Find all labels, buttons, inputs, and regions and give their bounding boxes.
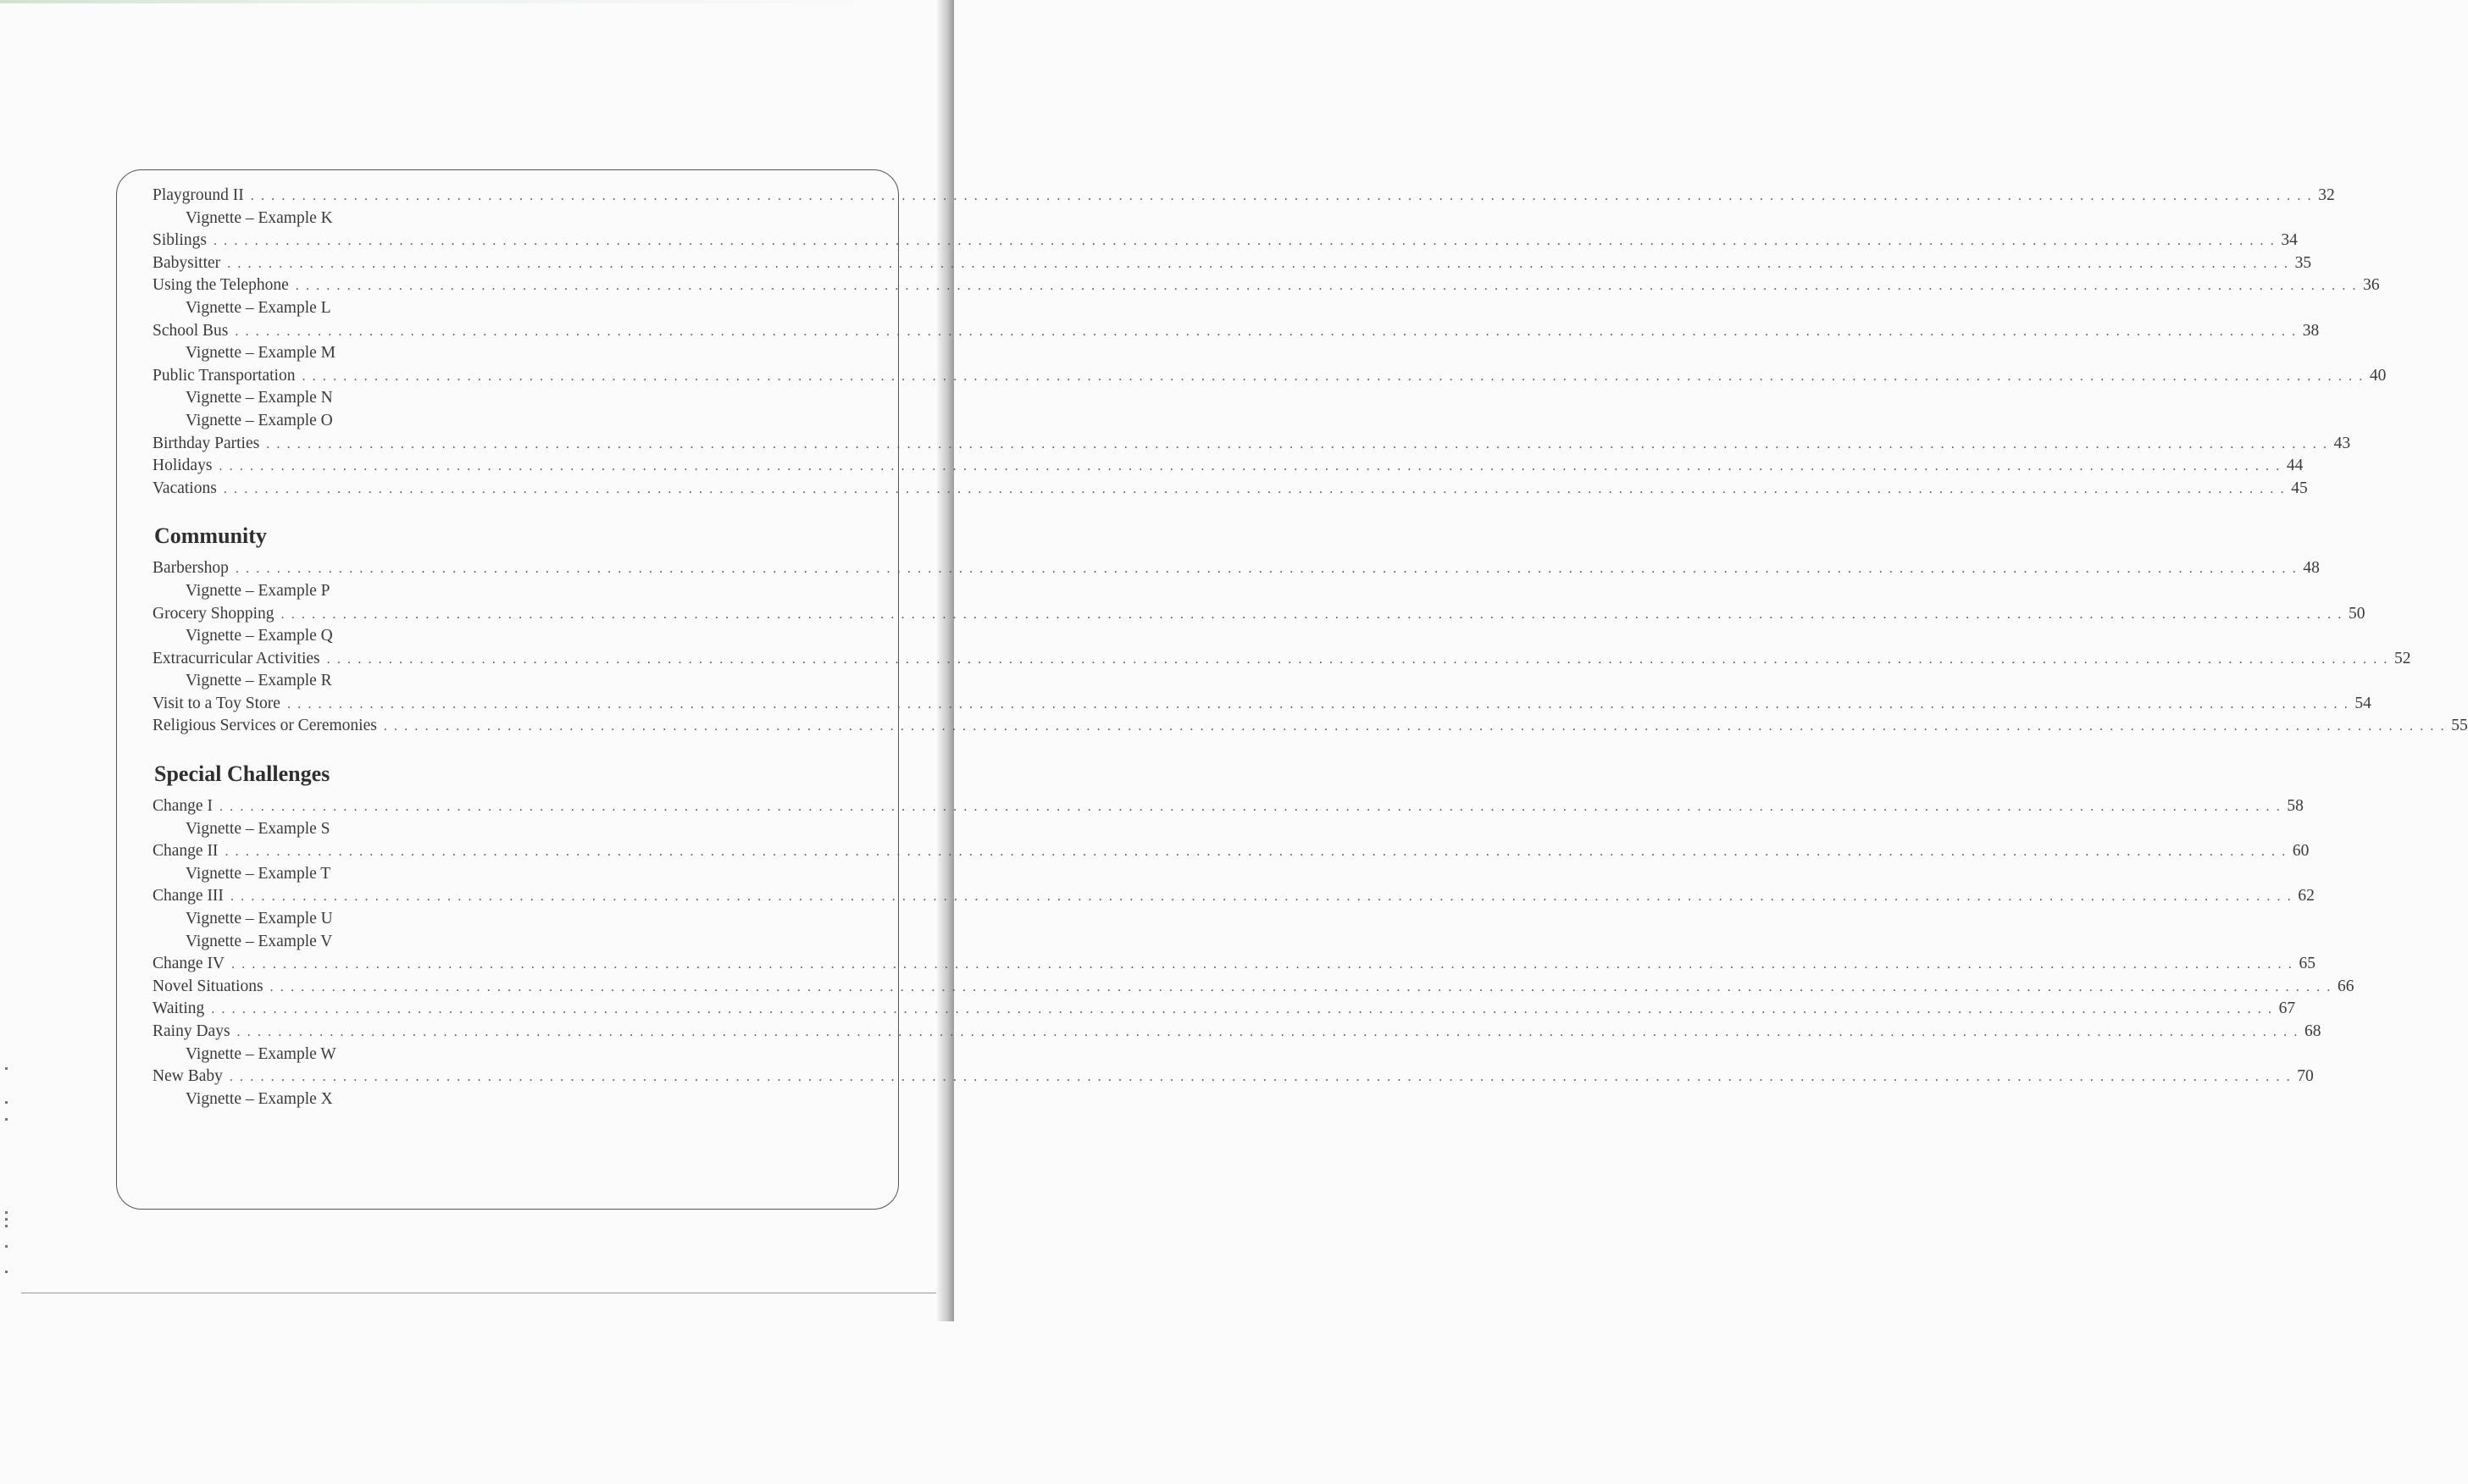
binding-edge-marks <box>5 1067 10 1304</box>
page-number: 44 <box>2286 457 2304 475</box>
section-heading: Special Challenges <box>154 761 330 787</box>
toc-entry <box>153 603 2365 626</box>
entry-title: Playground II <box>153 186 244 204</box>
page-number: 38 <box>2302 321 2320 340</box>
dot-leader: . . . . . . . . . . . . . . . . . . . . . . . . . . . . . . . . . . . . . . . . . . . . . . . . . . . . . . . . . . . . . . . . . . . . . . . . . . . . . . . . . . . . . . . . . . . . . . . . . . . . . . . . . . . . . . . . . . . . . . . . . . . . . . . . . . . . . . . . . . . . . . . . . . . . . . . . . . . . . . . . . . . . . . . . . . . . . . . . . . . . . . . . . . . . . . . . . . . . . . . . <box>235 324 2298 339</box>
toc-entry <box>153 998 2296 1021</box>
scan-top-edge <box>0 0 954 3</box>
page-number: 66 <box>2337 977 2354 995</box>
toc-entry <box>153 320 2320 343</box>
toc-entry <box>153 1021 2321 1044</box>
entry-title: Vacations <box>153 479 217 497</box>
toc-entry <box>153 455 2304 478</box>
dot-leader: . . . . . . . . . . . . . . . . . . . . . . . . . . . . . . . . . . . . . . . . . . . . . . . . . . . . . . . . . . . . . . . . . . . . . . . . . . . . . . . . . . . . . . . . . . . . . . . . . . . . . . . . . . . . . . . . . . . . . . . . . . . . . . . . . . . . . . . . . . . . . . . . . . . . . . . . . . . . . . . . . . . . . . . . . . . . . . . . . . . . . . . . . . . . . . . . . . . . . . . . <box>230 889 2293 905</box>
dot-leader: . . . . . . . . . . . . . . . . . . . . . . . . . . . . . . . . . . . . . . . . . . . . . . . . . . . . . . . . . . . . . . . . . . . . . . . . . . . . . . . . . . . . . . . . . . . . . . . . . . . . . . . . . . . . . . . . . . . . . . . . . . . . . . . . . . . . . . . . . . . . . . . . . . . . . . . . . . . . . . . . . . . . . . . . . . . . . . . . . . . . . . . . . . . . . . . . . . . . . . . . <box>266 436 2329 451</box>
vignette-entry: Vignette – Example Q <box>186 627 333 645</box>
page-number: 50 <box>2348 604 2365 623</box>
entry-title: Visit to a Toy Store <box>153 694 280 712</box>
page-number: 32 <box>2318 186 2335 204</box>
entry-title: Babysitter <box>153 253 221 272</box>
dot-leader: . . . . . . . . . . . . . . . . . . . . . . . . . . . . . . . . . . . . . . . . . . . . . . . . . . . . . . . . . . . . . . . . . . . . . . . . . . . . . . . . . . . . . . . . . . . . . . . . . . . . . . . . . . . . . . . . . . . . . . . . . . . . . . . . . . . . . . . . . . . . . . . . . . . . . . . . . . . . . . . . . . . . . . . . . . . . . . . . . . . . . . . . . . . . . . . . . . . . . . . . <box>219 459 2282 474</box>
dot-leader: . . . . . . . . . . . . . . . . . . . . . . . . . . . . . . . . . . . . . . . . . . . . . . . . . . . . . . . . . . . . . . . . . . . . . . . . . . . . . . . . . . . . . . . . . . . . . . . . . . . . . . . . . . . . . . . . . . . . . . . . . . . . . . . . . . . . . . . . . . . . . . . . . . . . . . . . . . . . . . . . . . . . . . . . . . . . . . . . . . . . . . . . . . . . . . . . . . . . . . . . <box>286 696 2349 712</box>
entry-title: Change II <box>153 842 219 861</box>
page-number: 36 <box>2363 276 2380 295</box>
toc-entry <box>153 433 2351 456</box>
toc-entry <box>153 976 2354 999</box>
page-number: 35 <box>2294 253 2312 272</box>
vignette-entry: Vignette – Example L <box>186 298 331 317</box>
entry-title: Religious Services or Ceremonies <box>153 717 377 735</box>
toc-entry <box>153 953 2315 976</box>
vignette-entry: Vignette – Example W <box>186 1044 336 1063</box>
dot-leader: . . . . . . . . . . . . . . . . . . . . . . . . . . . . . . . . . . . . . . . . . . . . . . . . . . . . . . . . . . . . . . . . . . . . . . . . . . . . . . . . . . . . . . . . . . . . . . . . . . . . . . . . . . . . . . . . . . . . . . . . . . . . . . . . . . . . . . . . . . . . . . . . . . . . . . . . . . . . . . . . . . . . . . . . . . . . . . . . . . . . . . . . . . . . . . . . . . . . . . . . <box>383 719 2446 734</box>
dot-leader: . . . . . . . . . . . . . . . . . . . . . . . . . . . . . . . . . . . . . . . . . . . . . . . . . . . . . . . . . . . . . . . . . . . . . . . . . . . . . . . . . . . . . . . . . . . . . . . . . . . . . . . . . . . . . . . . . . . . . . . . . . . . . . . . . . . . . . . . . . . . . . . . . . . . . . . . . . . . . . . . . . . . . . . . . . . . . . . . . . . . . . . . . . . . . . . . . . . . . . . . <box>231 957 2293 972</box>
entry-title: Using the Telephone <box>153 276 289 295</box>
page-number: 65 <box>2299 955 2315 973</box>
dot-leader: . . . . . . . . . . . . . . . . . . . . . . . . . . . . . . . . . . . . . . . . . . . . . . . . . . . . . . . . . . . . . . . . . . . . . . . . . . . . . . . . . . . . . . . . . . . . . . . . . . . . . . . . . . . . . . . . . . . . . . . . . . . . . . . . . . . . . . . . . . . . . . . . . . . . . . . . . . . . . . . . . . . . . . . . . . . . . . . . . . . . . . . . . . . . . . . . . . . . . . . . <box>326 651 2389 667</box>
dot-leader: . . . . . . . . . . . . . . . . . . . . . . . . . . . . . . . . . . . . . . . . . . . . . . . . . . . . . . . . . . . . . . . . . . . . . . . . . . . . . . . . . . . . . . . . . . . . . . . . . . . . . . . . . . . . . . . . . . . . . . . . . . . . . . . . . . . . . . . . . . . . . . . . . . . . . . . . . . . . . . . . . . . . . . . . . . . . . . . . . . . . . . . . . . . . . . . . . . . . . . . . <box>236 1025 2299 1039</box>
dot-leader: . . . . . . . . . . . . . . . . . . . . . . . . . . . . . . . . . . . . . . . . . . . . . . . . . . . . . . . . . . . . . . . . . . . . . . . . . . . . . . . . . . . . . . . . . . . . . . . . . . . . . . . . . . . . . . . . . . . . . . . . . . . . . . . . . . . . . . . . . . . . . . . . . . . . . . . . . . . . . . . . . . . . . . . . . . . . . . . . . . . . . . . . . . . . . . . . . . . . . . . . <box>250 189 2313 203</box>
vignette-entry: Vignette – Example X <box>186 1089 333 1108</box>
entry-title: Holidays <box>153 457 213 475</box>
entry-title: Rainy Days <box>153 1022 230 1040</box>
entry-title: Change III <box>153 887 224 905</box>
page-number: 34 <box>2281 231 2298 250</box>
toc-entry <box>153 274 2380 297</box>
vignette-entry: Vignette – Example V <box>186 932 333 950</box>
page-number: 60 <box>2292 842 2310 861</box>
vignette-entry: Vignette – Example M <box>186 344 336 363</box>
section-heading: Community <box>154 523 267 549</box>
entry-title: Novel Situations <box>153 977 263 995</box>
dot-leader: . . . . . . . . . . . . . . . . . . . . . . . . . . . . . . . . . . . . . . . . . . . . . . . . . . . . . . . . . . . . . . . . . . . . . . . . . . . . . . . . . . . . . . . . . . . . . . . . . . . . . . . . . . . . . . . . . . . . . . . . . . . . . . . . . . . . . . . . . . . . . . . . . . . . . . . . . . . . . . . . . . . . . . . . . . . . . . . . . . . . . . . . . . . . . . . . . . . . . . . . <box>295 279 2358 294</box>
toc-entry <box>153 693 2371 716</box>
toc-entry <box>153 885 2315 908</box>
vignette-entry: Vignette – Example N <box>186 389 333 407</box>
entry-title: School Bus <box>153 321 229 340</box>
page-number: 54 <box>2354 694 2371 712</box>
entry-title: Change I <box>153 797 213 816</box>
toc-entry <box>153 795 2304 818</box>
entry-title: Grocery Shopping <box>153 604 275 623</box>
vignette-entry: Vignette – Example U <box>186 910 333 928</box>
page-number: 45 <box>2291 479 2308 497</box>
toc-entry <box>153 185 2335 208</box>
vignette-entry: Vignette – Example K <box>186 208 333 227</box>
vignette-entry: Vignette – Example S <box>186 819 330 838</box>
toc-entry <box>153 648 2411 671</box>
dot-leader: . . . . . . . . . . . . . . . . . . . . . . . . . . . . . . . . . . . . . . . . . . . . . . . . . . . . . . . . . . . . . . . . . . . . . . . . . . . . . . . . . . . . . . . . . . . . . . . . . . . . . . . . . . . . . . . . . . . . . . . . . . . . . . . . . . . . . . . . . . . . . . . . . . . . . . . . . . . . . . . . . . . . . . . . . . . . . . . . . . . . . . . . . . . . . . . . . . . . . . . . <box>302 368 2365 384</box>
dot-leader: . . . . . . . . . . . . . . . . . . . . . . . . . . . . . . . . . . . . . . . . . . . . . . . . . . . . . . . . . . . . . . . . . . . . . . . . . . . . . . . . . . . . . . . . . . . . . . . . . . . . . . . . . . . . . . . . . . . . . . . . . . . . . . . . . . . . . . . . . . . . . . . . . . . . . . . . . . . . . . . . . . . . . . . . . . . . . . . . . . . . . . . . . . . . . . . . . . . . . . . . <box>280 606 2343 622</box>
entry-title: Siblings <box>153 231 207 250</box>
toc-entry <box>153 557 2320 580</box>
toc-entry <box>153 478 2308 501</box>
dot-leader: . . . . . . . . . . . . . . . . . . . . . . . . . . . . . . . . . . . . . . . . . . . . . . . . . . . . . . . . . . . . . . . . . . . . . . . . . . . . . . . . . . . . . . . . . . . . . . . . . . . . . . . . . . . . . . . . . . . . . . . . . . . . . . . . . . . . . . . . . . . . . . . . . . . . . . . . . . . . . . . . . . . . . . . . . . . . . . . . . . . . . . . . . . . . . . . . . . . . . . . . <box>213 234 2276 249</box>
page-number: 40 <box>2369 366 2387 385</box>
dot-leader: . . . . . . . . . . . . . . . . . . . . . . . . . . . . . . . . . . . . . . . . . . . . . . . . . . . . . . . . . . . . . . . . . . . . . . . . . . . . . . . . . . . . . . . . . . . . . . . . . . . . . . . . . . . . . . . . . . . . . . . . . . . . . . . . . . . . . . . . . . . . . . . . . . . . . . . . . . . . . . . . . . . . . . . . . . . . . . . . . . . . . . . . . . . . . . . . . . . . . . . . <box>229 1070 2292 1085</box>
dot-leader: . . . . . . . . . . . . . . . . . . . . . . . . . . . . . . . . . . . . . . . . . . . . . . . . . . . . . . . . . . . . . . . . . . . . . . . . . . . . . . . . . . . . . . . . . . . . . . . . . . . . . . . . . . . . . . . . . . . . . . . . . . . . . . . . . . . . . . . . . . . . . . . . . . . . . . . . . . . . . . . . . . . . . . . . . . . . . . . . . . . . . . . . . . . . . . . . . . . . . . . . <box>223 481 2286 496</box>
toc-entry <box>153 715 2468 738</box>
entry-title: Birthday Parties <box>153 434 260 452</box>
toc-entry <box>153 840 2310 863</box>
dot-leader: . . . . . . . . . . . . . . . . . . . . . . . . . . . . . . . . . . . . . . . . . . . . . . . . . . . . . . . . . . . . . . . . . . . . . . . . . . . . . . . . . . . . . . . . . . . . . . . . . . . . . . . . . . . . . . . . . . . . . . . . . . . . . . . . . . . . . . . . . . . . . . . . . . . . . . . . . . . . . . . . . . . . . . . . . . . . . . . . . . . . . . . . . . . . . . . . . . . . . . . . <box>235 562 2298 577</box>
entry-title: Change IV <box>153 955 225 973</box>
table-of-contents <box>153 185 2468 1110</box>
toc-entry <box>153 252 2312 275</box>
dot-leader: . . . . . . . . . . . . . . . . . . . . . . . . . . . . . . . . . . . . . . . . . . . . . . . . . . . . . . . . . . . . . . . . . . . . . . . . . . . . . . . . . . . . . . . . . . . . . . . . . . . . . . . . . . . . . . . . . . . . . . . . . . . . . . . . . . . . . . . . . . . . . . . . . . . . . . . . . . . . . . . . . . . . . . . . . . . . . . . . . . . . . . . . . . . . . . . . . . . . . . . . <box>227 256 2290 271</box>
vignette-entry: Vignette – Example R <box>186 672 332 690</box>
toc-entry <box>153 1066 2314 1088</box>
entry-title: New Baby <box>153 1067 223 1086</box>
dot-leader: . . . . . . . . . . . . . . . . . . . . . . . . . . . . . . . . . . . . . . . . . . . . . . . . . . . . . . . . . . . . . . . . . . . . . . . . . . . . . . . . . . . . . . . . . . . . . . . . . . . . . . . . . . . . . . . . . . . . . . . . . . . . . . . . . . . . . . . . . . . . . . . . . . . . . . . . . . . . . . . . . . . . . . . . . . . . . . . . . . . . . . . . . . . . . . . . . . . . . . . . <box>269 979 2332 994</box>
page-number: 70 <box>2297 1067 2314 1086</box>
page-number: 62 <box>2298 887 2315 905</box>
page-number: 67 <box>2278 999 2296 1018</box>
page-number: 43 <box>2333 434 2351 452</box>
page-number: 58 <box>2287 797 2304 816</box>
entry-title: Extracurricular Activities <box>153 649 320 667</box>
vignette-entry: Vignette – Example T <box>186 864 331 883</box>
page-number: 68 <box>2304 1022 2321 1040</box>
entry-title: Barbershop <box>153 559 229 578</box>
page-number: 55 <box>2451 717 2468 735</box>
dot-leader: . . . . . . . . . . . . . . . . . . . . . . . . . . . . . . . . . . . . . . . . . . . . . . . . . . . . . . . . . . . . . . . . . . . . . . . . . . . . . . . . . . . . . . . . . . . . . . . . . . . . . . . . . . . . . . . . . . . . . . . . . . . . . . . . . . . . . . . . . . . . . . . . . . . . . . . . . . . . . . . . . . . . . . . . . . . . . . . . . . . . . . . . . . . . . . . . . . . . . . . . <box>225 844 2288 860</box>
page-number: 52 <box>2394 649 2411 667</box>
toc-entry <box>153 230 2298 252</box>
dot-leader: . . . . . . . . . . . . . . . . . . . . . . . . . . . . . . . . . . . . . . . . . . . . . . . . . . . . . . . . . . . . . . . . . . . . . . . . . . . . . . . . . . . . . . . . . . . . . . . . . . . . . . . . . . . . . . . . . . . . . . . . . . . . . . . . . . . . . . . . . . . . . . . . . . . . . . . . . . . . . . . . . . . . . . . . . . . . . . . . . . . . . . . . . . . . . . . . . . . . . . . . <box>219 800 2282 815</box>
entry-title: Public Transportation <box>153 366 296 385</box>
entry-title: Waiting <box>153 999 205 1018</box>
dot-leader: . . . . . . . . . . . . . . . . . . . . . . . . . . . . . . . . . . . . . . . . . . . . . . . . . . . . . . . . . . . . . . . . . . . . . . . . . . . . . . . . . . . . . . . . . . . . . . . . . . . . . . . . . . . . . . . . . . . . . . . . . . . . . . . . . . . . . . . . . . . . . . . . . . . . . . . . . . . . . . . . . . . . . . . . . . . . . . . . . . . . . . . . . . . . . . . . . . . . . . . . <box>211 1002 2274 1017</box>
toc-entry <box>153 365 2387 388</box>
vignette-entry: Vignette – Example O <box>186 411 333 429</box>
vignette-entry: Vignette – Example P <box>186 581 330 600</box>
page-number: 48 <box>2303 559 2320 578</box>
